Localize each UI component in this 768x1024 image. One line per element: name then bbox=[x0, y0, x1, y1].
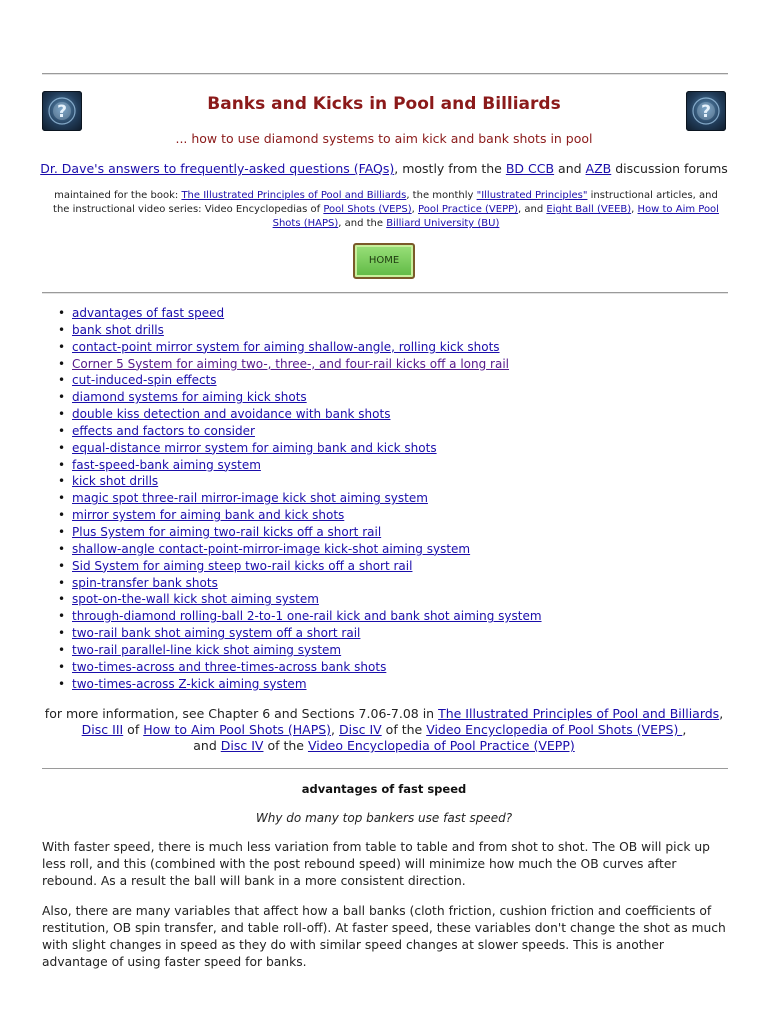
book-link[interactable]: The Illustrated Principles of Pool and Billiards bbox=[438, 706, 720, 721]
page-subtitle: ... how to use diamond systems to aim kick and bank shots in pool bbox=[175, 131, 593, 146]
vepp-link[interactable]: Video Encyclopedia of Pool Practice (VEPP) bbox=[307, 738, 575, 753]
topic-link[interactable]: double kiss detection and avoidance with bank shots bbox=[72, 407, 391, 422]
list-item bbox=[58, 406, 542, 423]
paragraph: With faster speed, there is much less variation from table to table and from shot to shot. The OB will pick up less roll, and this (combined with the post rebound speed) will minimize how much the OB curves after rebound. As a result the ball will bank in a more consistent direction. bbox=[42, 840, 710, 888]
veps-link[interactable]: Video Encyclopedia of Pool Shots (VEPS) bbox=[426, 722, 683, 737]
bullet-icon: • bbox=[58, 642, 66, 657]
bullet-icon: • bbox=[58, 676, 66, 691]
bullet-icon: • bbox=[58, 390, 66, 405]
bullet-icon: • bbox=[58, 609, 66, 624]
bullet-icon: • bbox=[58, 659, 66, 674]
topic-link[interactable]: two-times-across and three-times-across bank shots bbox=[72, 659, 387, 674]
topic-link[interactable]: two-rail parallel-line kick shot aiming system bbox=[72, 642, 342, 657]
topic-link[interactable]: magic spot three-rail mirror-image kick shot aiming system bbox=[72, 491, 428, 506]
svg-text:?: ? bbox=[701, 102, 711, 122]
list-item bbox=[58, 659, 542, 676]
bullet-icon: • bbox=[58, 322, 66, 337]
list-item bbox=[58, 625, 542, 642]
list-item bbox=[58, 339, 542, 356]
haps-link[interactable]: How to Aim Pool Shots (HAPS) bbox=[272, 204, 719, 229]
list-item bbox=[58, 676, 542, 693]
azb-link[interactable]: AZB bbox=[585, 161, 612, 176]
more-info: for more information, see Chapter 6 and Sections 7.06-7.08 in The Illustrated Principles of Pool and Billiards, Disc III of How to Aim Pool Shots (HAPS), Disc IV of the Video Encyclopedia of Pool Shots (VEPS) , and Disc IV of the Video Encyclopedia of Pool Practice (VEPP) bbox=[44, 706, 724, 753]
list-item bbox=[58, 389, 542, 406]
list-item bbox=[58, 507, 542, 524]
topic-link[interactable]: Sid System for aiming steep two-rail kicks off a short rail bbox=[72, 558, 413, 573]
topic-link[interactable]: bank shot drills bbox=[72, 322, 164, 337]
list-item bbox=[58, 490, 542, 507]
bullet-icon: • bbox=[58, 474, 66, 489]
home-button[interactable]: HOME bbox=[353, 243, 415, 279]
veps-link[interactable]: Pool Shots (VEPS) bbox=[323, 204, 412, 215]
topic-link[interactable]: advantages of fast speed bbox=[72, 306, 225, 320]
topic-link[interactable]: spot-on-the-wall kick shot aiming system bbox=[72, 592, 319, 607]
bullet-icon: • bbox=[58, 423, 66, 438]
bullet-icon: • bbox=[58, 440, 66, 455]
bullet-icon: • bbox=[58, 592, 66, 607]
topic-link[interactable]: two-rail bank shot aiming system off a short rail bbox=[72, 626, 361, 641]
topic-link[interactable]: equal-distance mirror system for aiming bank and kick shots bbox=[72, 440, 437, 455]
disc-iv-veps-link[interactable]: Disc IV bbox=[339, 722, 382, 737]
topic-link[interactable]: through-diamond rolling-ball 2-to-1 one-rail kick and bank shot aiming system bbox=[72, 609, 542, 624]
bullet-icon: • bbox=[58, 339, 66, 354]
list-item bbox=[58, 591, 542, 608]
bullet-icon: • bbox=[58, 306, 66, 320]
topic-list bbox=[58, 305, 542, 692]
bullet-icon: • bbox=[58, 558, 66, 573]
list-item bbox=[58, 608, 542, 625]
bullet-icon: • bbox=[58, 356, 66, 371]
haps-link[interactable]: How to Aim Pool Shots (HAPS) bbox=[143, 722, 332, 737]
page-title: Banks and Kicks in Pool and Billiards bbox=[207, 94, 561, 114]
bullet-icon: • bbox=[58, 524, 66, 539]
bullet-icon: • bbox=[58, 626, 66, 641]
topic-link[interactable]: mirror system for aiming bank and kick shots bbox=[72, 508, 345, 523]
topic-link[interactable]: shallow-angle contact-point-mirror-image kick-shot aiming system bbox=[72, 541, 471, 556]
top-divider bbox=[42, 73, 728, 75]
bullet-icon: • bbox=[58, 491, 66, 506]
list-item bbox=[58, 457, 542, 474]
bullet-icon: • bbox=[58, 457, 66, 472]
list-item bbox=[58, 541, 542, 558]
topic-link[interactable]: spin-transfer bank shots bbox=[72, 575, 218, 590]
list-item bbox=[58, 575, 542, 592]
list-item bbox=[58, 423, 542, 440]
disc-iii-link[interactable]: Disc III bbox=[81, 722, 124, 737]
bullet-icon: • bbox=[58, 508, 66, 523]
book-link[interactable]: The Illustrated Principles of Pool and Billiards bbox=[181, 190, 407, 201]
section-divider bbox=[42, 768, 728, 769]
section-heading: advantages of fast speed bbox=[301, 782, 467, 796]
topic-link[interactable]: cut-induced-spin effects bbox=[72, 373, 217, 388]
list-item bbox=[58, 440, 542, 457]
topic-link[interactable]: fast-speed-bank aiming system bbox=[72, 457, 261, 472]
list-item bbox=[58, 372, 542, 389]
bu-link[interactable]: Billiard University (BU) bbox=[386, 218, 500, 229]
faq-link[interactable]: Dr. Dave's answers to frequently-asked questions (FAQs) bbox=[40, 161, 395, 176]
list-item bbox=[58, 322, 542, 339]
list-item bbox=[58, 642, 542, 659]
bullet-icon: • bbox=[58, 407, 66, 422]
bd-ccb-link[interactable]: BD CCB bbox=[505, 161, 555, 176]
faq-line: Dr. Dave's answers to frequently-asked questions (FAQs), mostly from the BD CCB and AZB discussion forums bbox=[40, 161, 728, 176]
svg-text:?: ? bbox=[57, 102, 67, 122]
list-item bbox=[58, 305, 542, 322]
list-item bbox=[58, 524, 542, 541]
topic-link[interactable]: contact-point mirror system for aiming shallow-angle, rolling kick shots bbox=[72, 339, 500, 354]
topic-link[interactable]: two-times-across Z-kick aiming system bbox=[72, 676, 307, 691]
section-question: Why do many top bankers use fast speed? bbox=[255, 811, 513, 825]
disc-iv-vepp-link[interactable]: Disc IV bbox=[220, 738, 264, 753]
list-item bbox=[58, 473, 542, 490]
topic-link[interactable]: Corner 5 System for aiming two-, three-, and four-rail kicks off a long rail bbox=[72, 356, 509, 371]
articles-link[interactable]: "Illustrated Principles" bbox=[476, 190, 588, 201]
veeb-link[interactable]: Eight Ball (VEEB) bbox=[546, 204, 632, 215]
vepp-link[interactable]: Pool Practice (VEPP) bbox=[418, 204, 519, 215]
list-item bbox=[58, 356, 542, 373]
header-divider bbox=[42, 292, 728, 294]
bullet-icon: • bbox=[58, 575, 66, 590]
topic-link[interactable]: diamond systems for aiming kick shots bbox=[72, 390, 307, 405]
paragraph: Also, there are many variables that affect how a ball banks (cloth friction, cushion friction and coefficients of restitution, OB spin transfer, and table roll-off). At faster speed, these variables don't change the shot as much with slight changes in speed as they do with similar speed changes at slower speeds. This is another advantage of using faster speed for banks. bbox=[42, 904, 726, 969]
maintained-note: maintained for the book: The Illustrated Principles of Pool and Billiards, the monthly "Illustrated Principles" instructional articles, and the instructional video series: Video Encyclopedias of Pool Shots (VEPS), Pool Practice (VEPP), and Eight Ball (VEEB), How to Aim Pool Shots (HAPS), and the Billiard University (BU) bbox=[53, 190, 719, 229]
topic-link[interactable]: Plus System for aiming two-rail kicks off a short rail bbox=[72, 524, 382, 539]
topic-link[interactable]: effects and factors to consider bbox=[72, 423, 255, 438]
bullet-icon: • bbox=[58, 541, 66, 556]
bullet-icon: • bbox=[58, 373, 66, 388]
topic-link[interactable]: kick shot drills bbox=[72, 474, 159, 489]
list-item bbox=[58, 558, 542, 575]
